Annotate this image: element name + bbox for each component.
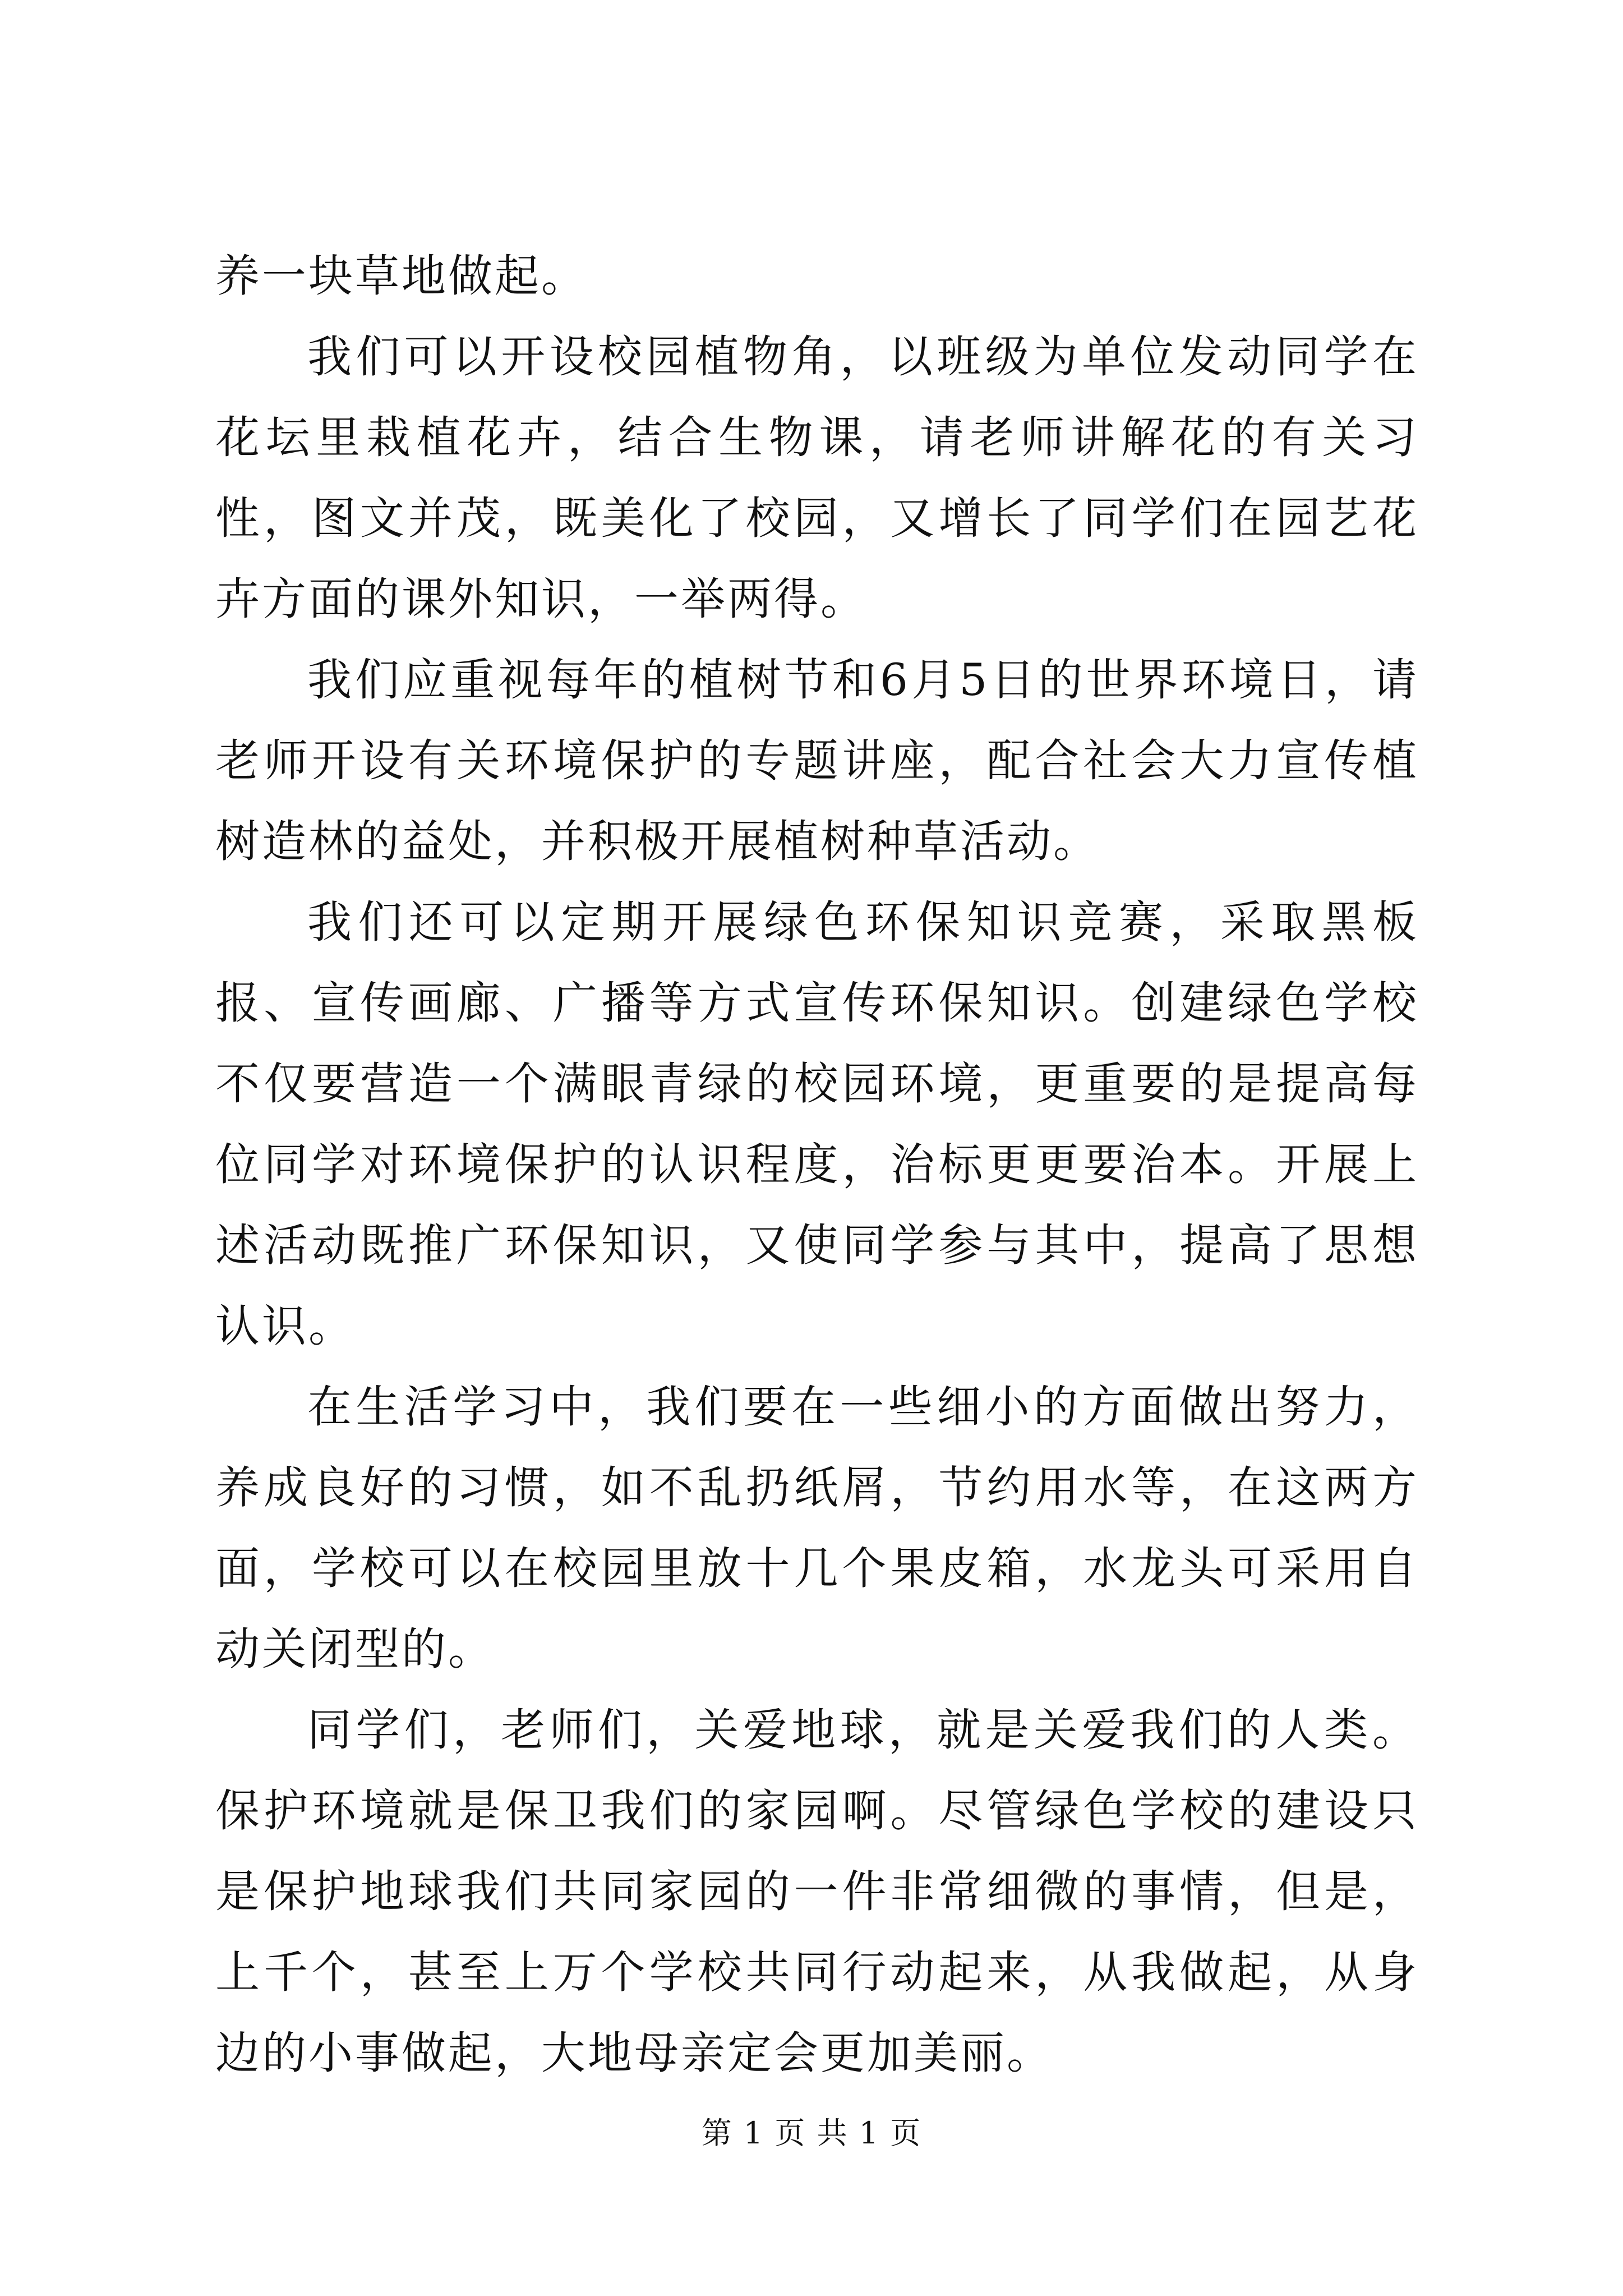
paragraph-5: 在生活学习中，我们要在一些细小的方面做出努力，养成良好的习惯，如不乱扔纸屑，节约用水等，在这两方面，学校可以在校园里放十几个果皮箱，水龙头可采用自动关闭型的。	[215, 1381, 1419, 1675]
document-body	[215, 236, 1419, 2093]
page-footer: 第 1 页 共 1 页	[701, 2115, 922, 2151]
paragraph-1: 养一块草地做起。	[215, 250, 588, 302]
paragraph-2: 我们可以开设校园植物角，以班级为单位发动同学在花坛里栽植花卉，结合生物课，请老师讲解花的有关习性，图文并茂，既美化了校园，又增长了同学们在园艺花卉方面的课外知识，一举两得。	[215, 331, 1419, 625]
paragraph-6: 同学们，老师们，关爱地球，就是关爱我们的人类。保护环境就是保卫我们的家园啊。尽管绿色学校的建设只是保护地球我们共同家园的一件非常细微的事情，但是，上千个，甚至上万个学校共同行动起来，从我做起，从身边的小事做起，大地母亲定会更加美丽。	[215, 1704, 1419, 2079]
paragraph-3: 我们应重视每年的植树节和6月5日的世界环境日，请老师开设有关环境保护的专题讲座，配合社会大力宣传植树造林的益处，并积极开展植树种草活动。	[215, 654, 1419, 867]
paragraph-4: 我们还可以定期开展绿色环保知识竞赛，采取黑板报、宣传画廊、广播等方式宣传环保知识。创建绿色学校不仅要营造一个满眼青绿的校园环境，更重要的是提高每位同学对环境保护的认识程度，治标更更要治本。开展上述活动既推广环保知识，又使同学参与其中，提高了思想认识。	[215, 896, 1419, 1352]
